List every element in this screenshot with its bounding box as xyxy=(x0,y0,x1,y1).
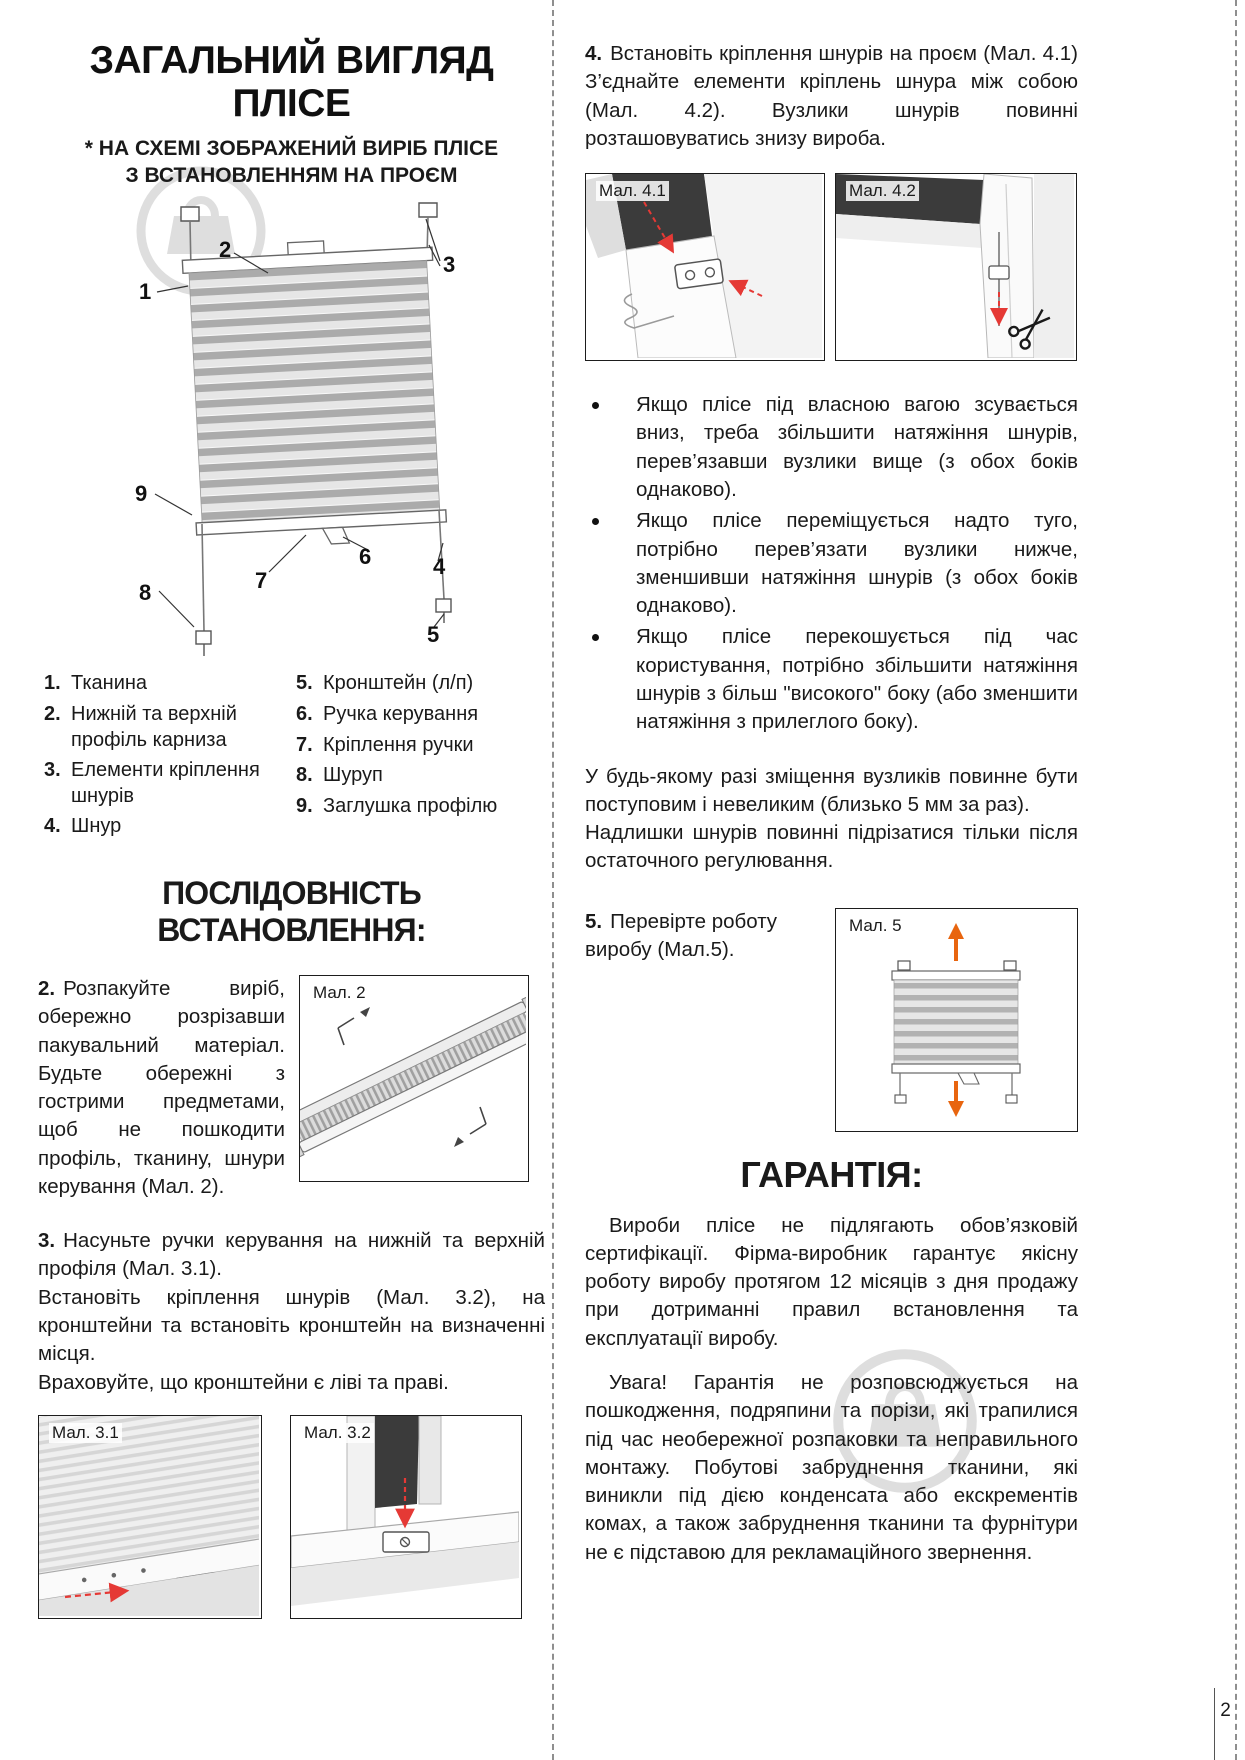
figure-2-label: Мал. 2 xyxy=(310,983,369,1003)
bullet-dot xyxy=(592,402,599,409)
legend-item xyxy=(296,794,545,820)
legend-text: Шуруп xyxy=(323,764,383,787)
figure-5-label: Мал. 5 xyxy=(846,916,905,936)
diagram-number-2: 2 xyxy=(218,237,231,263)
figure-5-drawing xyxy=(836,909,1075,1129)
diagram-number-7: 7 xyxy=(254,568,267,594)
list-item xyxy=(585,391,1078,504)
legend-text: Ручка керування xyxy=(323,702,479,725)
legend-item xyxy=(44,702,296,753)
diagram-number-1: 1 xyxy=(138,279,151,305)
step5-area xyxy=(585,908,1078,965)
subtitle-line2: З ВСТАНОВЛЕННЯМ НА ПРОЄМ xyxy=(125,164,458,188)
step5-text: Перевірте роботу виробу (Мал.5). xyxy=(585,909,778,961)
legend-num: 8. xyxy=(296,764,313,787)
left-column xyxy=(38,40,545,1619)
legend-num: 5. xyxy=(296,672,313,695)
legend-text: Кріплення ручки xyxy=(323,733,474,756)
legend-text: Тканина xyxy=(71,672,148,695)
bullet-text: Якщо плісе перекошується під час користування, потрібно збільшити натяжіння шнурів з більш "високого" боку (або зменшити натяжіння з прилеглого боку). xyxy=(636,625,1078,734)
step3-number: 3. xyxy=(38,1229,56,1253)
figure-3-1-drawing xyxy=(39,1416,259,1616)
fig3-row xyxy=(38,1415,545,1619)
bullet-dot xyxy=(592,634,599,641)
figure-4-1-drawing xyxy=(586,174,822,358)
pleated-blind xyxy=(181,236,447,552)
step2-number: 2. xyxy=(38,976,56,1000)
fig4-row xyxy=(585,173,1078,361)
note-paragraph1: У будь-якому разі зміщення вузликів повинне бути поступовим і невеликим (близько 5 мм за раз). xyxy=(585,764,1078,816)
legend-item xyxy=(296,763,545,789)
figure-4-1 xyxy=(585,173,825,361)
page-right-border xyxy=(1235,0,1237,1760)
legend-num: 2. xyxy=(44,702,61,725)
page-number: 2 xyxy=(1220,1700,1231,1721)
step4-text: Встановіть кріплення шнурів на проєм (Мал. 4.1) З’єднайте елементи кріплень шнура між собою (Мал. 4.2). Вузлики шнурів повинні розташовуватись знизу вироба. xyxy=(585,42,1078,150)
step3-paragraph1 xyxy=(38,1227,545,1284)
right-column xyxy=(585,40,1078,1567)
legend-num: 4. xyxy=(44,815,61,838)
figure-2-drawing xyxy=(300,976,526,1179)
legend-num: 6. xyxy=(296,702,313,725)
note-paragraph2: Надлишки шнурів повинні підрізатися тільки після остаточного регулювання. xyxy=(585,821,1078,873)
legend-num: 7. xyxy=(296,733,313,756)
warranty-paragraph1: Вироби плісе не підлягають обов’язковій сертифікації. Фірма-виробник гарантує якісну роботу виробу протягом 12 місяців з дня продажу при дотриманні правил встановлення та експлуатації виробу. xyxy=(585,1213,1078,1350)
page-title-line1: ЗАГАЛЬНИЙ ВИГЛЯД xyxy=(89,39,494,82)
column-divider xyxy=(552,0,554,1760)
bullet-dot xyxy=(592,518,599,525)
legend-item xyxy=(296,733,545,759)
figure-2 xyxy=(299,975,529,1182)
legend-text: Нижній та верхній профіль карниза xyxy=(71,702,237,751)
figure-4-2 xyxy=(835,173,1077,361)
parts-legend xyxy=(38,671,545,845)
adjustment-bullet-list xyxy=(585,391,1078,736)
figure-4-2-drawing xyxy=(836,174,1074,358)
legend-num: 1. xyxy=(44,672,61,695)
figure-3-2-label: Мал. 3.2 xyxy=(301,1423,374,1443)
step4-number: 4. xyxy=(585,42,603,65)
legend-column-left xyxy=(38,671,296,845)
page-corner-line xyxy=(1214,1688,1215,1760)
legend-text: Шнур xyxy=(71,815,122,838)
figure-4-2-label: Мал. 4.2 xyxy=(846,181,919,201)
step5-paragraph xyxy=(585,908,820,965)
step3-paragraph2: Встановіть кріплення шнурів (Мал. 3.2), на кронштейни та встановіть кронштейн на визначенні місця. xyxy=(38,1285,545,1366)
legend-num: 3. xyxy=(44,759,61,782)
page-title-line2: ПЛІСЕ xyxy=(232,81,351,125)
step3-paragraph3: Враховуйте, що кронштейни є ліві та праві. xyxy=(38,1370,449,1394)
diagram-number-6: 6 xyxy=(358,544,371,570)
list-item xyxy=(585,507,1078,620)
figure-5 xyxy=(835,908,1078,1132)
legend-item xyxy=(44,671,296,697)
legend-text: Елементи кріплення шнурів xyxy=(71,759,260,807)
legend-column-right xyxy=(296,671,545,845)
section-title-warranty: ГАРАНТІЯ: xyxy=(740,1153,923,1195)
diagram-number-5: 5 xyxy=(426,622,439,648)
legend-text: Заглушка профілю xyxy=(323,794,498,817)
page-subtitle xyxy=(38,135,545,190)
warranty-paragraph2: Увага! Гарантія не розповсюджується на пошкодження, подряпини та порізи, які трапилися під час необережної розпаковки та неправильного монтажу. Побутові забруднення тканини, які виникли під дією конденсата або екскрементів комах, а також забруднення тканини та фурнітури не є підставою для рекламаційного звернення. xyxy=(585,1371,1078,1564)
step3-text1: Насуньте ручки керування на нижній та верхній профіля (Мал. 3.1). xyxy=(38,1229,545,1281)
blind-overview-diagram xyxy=(77,193,507,663)
step2-text: Розпакуйте виріб, обережно розрізавши пакувальний матеріал. Будьте обережні з гострими предметами, щоб не пошкодити профіль, тканину, шнури керування (Мал. 2). xyxy=(38,976,285,1198)
step2-row xyxy=(38,975,545,1201)
diagram-number-8: 8 xyxy=(138,580,151,606)
bullet-text: Якщо плісе переміщується надто туго, потрібно перев’язати вузлики нижче, зменшивши натяжіння шнурів (з обох боків однаково). xyxy=(636,509,1078,618)
figure-3-1 xyxy=(38,1415,262,1619)
figure-3-2 xyxy=(290,1415,522,1619)
diagram-number-9: 9 xyxy=(134,481,147,507)
figure-3-2-drawing xyxy=(291,1416,519,1616)
bullet-text: Якщо плісе під власною вагою зсувається вниз, треба збільшити натяжіння шнурів, перев’язавши вузлики вище (з обох боків однаково). xyxy=(636,393,1078,501)
step2-paragraph xyxy=(38,975,285,1201)
step4-paragraph xyxy=(585,40,1078,153)
legend-item xyxy=(296,702,545,728)
step3-block xyxy=(38,1227,545,1397)
subtitle-line1: * НА СХЕМІ ЗОБРАЖЕНИЙ ВИРІБ ПЛІСЕ xyxy=(84,136,499,160)
section-title-sequence: ПОСЛІДОВНІСТЬ ВСТАНОВЛЕННЯ: xyxy=(157,874,426,948)
legend-item xyxy=(44,758,296,809)
list-item xyxy=(585,623,1078,736)
legend-text: Кронштейн (л/п) xyxy=(323,672,474,695)
figure-3-1-label: Мал. 3.1 xyxy=(49,1423,122,1443)
legend-num: 9. xyxy=(296,794,313,817)
legend-item xyxy=(296,671,545,697)
diagram-number-3: 3 xyxy=(442,252,455,278)
legend-item xyxy=(44,814,296,840)
figure-4-1-label: Мал. 4.1 xyxy=(596,181,669,201)
step5-number: 5. xyxy=(585,909,603,933)
adjustment-notes xyxy=(585,763,1078,876)
diagram-number-4: 4 xyxy=(432,554,445,580)
page-title xyxy=(38,40,545,126)
